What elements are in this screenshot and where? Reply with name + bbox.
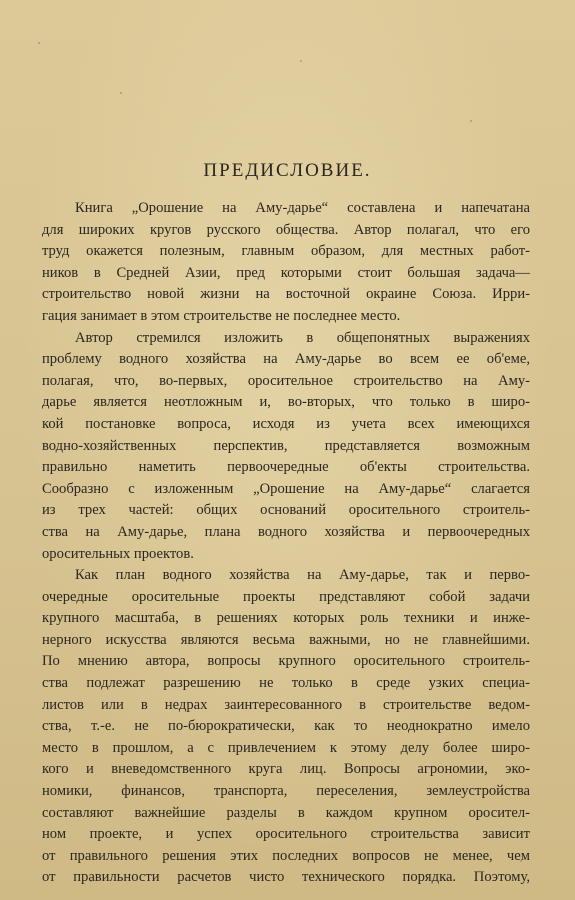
- paper-speck: [470, 120, 472, 122]
- text-line: из трех частей: общих оснований оросительного строитель-: [42, 502, 530, 519]
- text-line: правильно наметить первоочередные об'екты строительства.: [42, 459, 530, 476]
- text-line: кой постановке вопроса, исходя из учета всех имеющихся: [42, 415, 530, 432]
- text-line: водно-хозяйственных перспектив, представляется возможным: [42, 437, 530, 454]
- paper-speck: [300, 60, 302, 62]
- text-line: номики, финансов, транспорта, переселения, землеустройства: [42, 783, 530, 800]
- text-line: Сообразно с изложенным „Орошение на Аму-дарье“ слагается: [42, 480, 530, 497]
- text-line: оросительных проектов.: [42, 545, 194, 562]
- paper-speck: [120, 92, 122, 94]
- paper-speck: [38, 42, 40, 44]
- paragraph: [42, 565, 530, 889]
- text-line: ства, т.-е. не по-бюрократически, как то неоднократно имело: [42, 718, 530, 735]
- text-line: Книга „Орошение на Аму-дарье“ составлена и напечатана: [75, 200, 530, 216]
- body-text: [42, 198, 530, 889]
- text-line: от правильности расчетов чисто технического порядка. Поэтому,: [42, 869, 530, 886]
- text-line: Автор стремился изложить в общепонятных выражениях: [75, 329, 530, 346]
- paragraph: [42, 328, 530, 566]
- paragraph: [42, 198, 530, 328]
- text-line: очередные оросительные проекты представляют собой задачи: [42, 588, 530, 605]
- text-line: ства на Аму-дарье, плана водного хозяйства и первоочередных: [42, 523, 530, 540]
- text-line: Как план водного хозяйства на Аму-дарье, так и перво-: [75, 567, 530, 584]
- text-line: листов или в недрах заинтересованного в строительстве ведом-: [42, 696, 530, 713]
- text-line: от правильного решения этих последних вопросов не менее, чем: [42, 847, 530, 864]
- text-line: для широких кругов русского общества. Автор полагал, что его: [42, 221, 530, 238]
- text-line: По мнению автора, вопросы крупного оросительного строитель-: [42, 653, 530, 670]
- text-line: составляют важнейшие разделы в каждом крупном оросител-: [42, 804, 530, 821]
- text-line: крупного масштаба, в решениях которых роль техники и инже-: [42, 610, 530, 627]
- text-line: кого и вневедомственного круга лиц. Вопросы агрономии, эко-: [42, 761, 530, 778]
- text-line: труд окажется полезным, главным образом, для местных работ-: [42, 243, 530, 260]
- text-line: ства подлежат разрешению не только в среде узких специа-: [42, 675, 530, 692]
- text-line: место в прошлом, а с привлечением к этому делу более широ-: [42, 739, 530, 756]
- text-line: нерного искусства являются весьма важными, но не главнейшими.: [42, 631, 530, 648]
- text-line: дарье является неотложным и, во-вторых, что только в широ-: [42, 394, 530, 411]
- page-title: ПРЕДИСЛОВИЕ.: [203, 160, 372, 181]
- text-line: полагая, что, во-первых, оросительное строительство на Аму-: [42, 372, 530, 389]
- text-line: строительство новой жизни на восточной окраине Союза. Ирри-: [42, 286, 530, 303]
- text-line: ном проекте, и успех оросительного строительства зависит: [42, 826, 530, 843]
- text-line: ников в Средней Азии, пред которыми стоит большая задача—: [42, 264, 530, 281]
- text-line: проблему водного хозяйства на Аму-дарье во всем ее об'еме,: [42, 351, 530, 368]
- text-line: гация занимает в этом строительстве не последнее место.: [42, 307, 401, 324]
